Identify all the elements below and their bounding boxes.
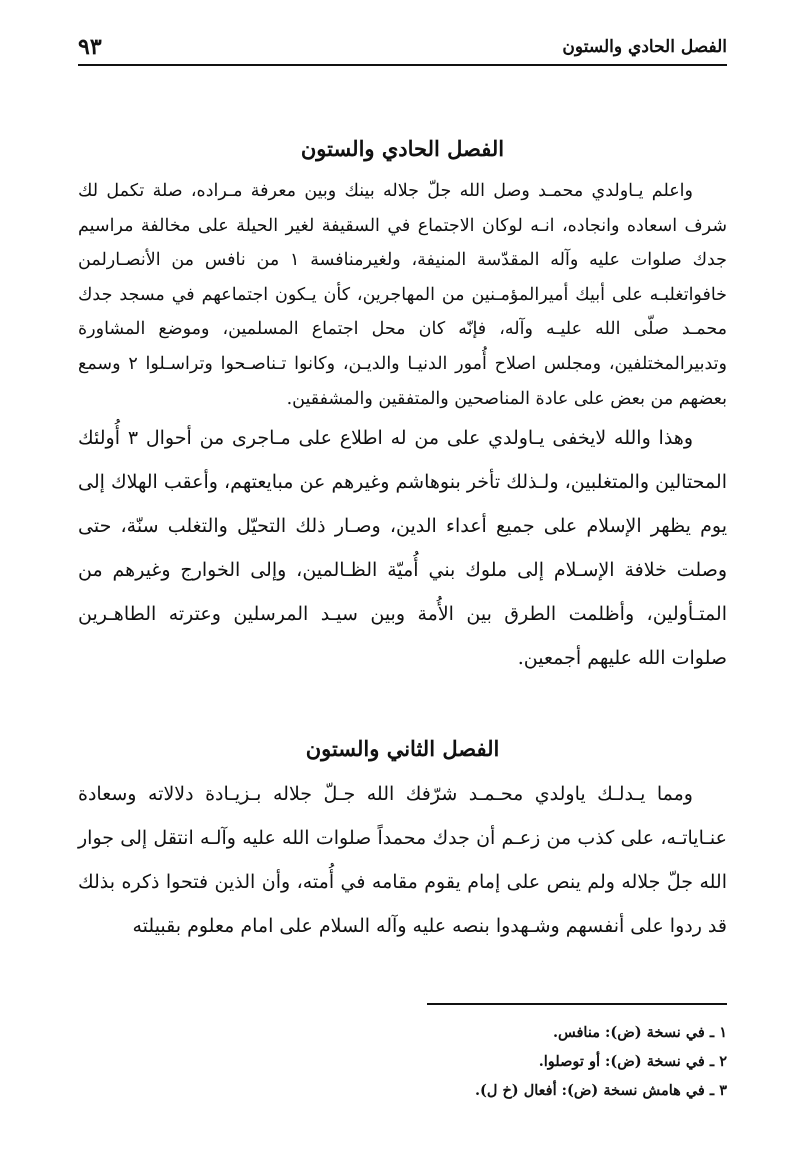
- paragraph: واعلم يـاولدي محمـد وصل الله جلّ جلاله بينك وبين معرفة مـراده، صلة تكمل لك شرف اسعاده وانجاده، انـه لوكان الاجتماع في السقيفة لغير الحيلة على مخالفة مراسيم جدك صلوات عليه وآله المقدّسة المنيفة، ولغيرمنافسة ١ من نافس من الأنصـارلمن خافواتغلبـه على أبيك أميرالمؤمـنين من المهاجرين، كأن يـكون اجتماعهم في مسجد جدك محمـد صلّى الله عليـه وآله، فإنّه كان محل اجتماع المسلمين، وموضع المشاورة وتدبيرالمختلفين، ومجلس اصلاح أُمور الدنيـا والديـن، وكانوا تـناصـحوا وتراسـلوا ٢ وسمع بعضهم من بعض على عادة المناصحين والمتفقين والمشفقين.: [78, 181, 728, 409]
- running-head: [78, 30, 727, 66]
- paragraph: ومما يـدلـك ياولدي محـمـد شرّفك الله جـلّ جلاله بـزيـادة دلالاته وسعادة عنـاياتـه، على كذب من زعـم أن جدك محمداً صلوات الله عليه وآلـه انتقل إلى جوار الله جلّ جلاله ولم ينص على إمام يقوم مقامه في أُمته، وأن الذين فتحوا ذكره بذلك قد ردوا على أنفسهم وشـهدوا بنصه عليه وآله السلام على امام معلوم بقبيلته: [78, 783, 727, 938]
- paragraph: وهذا والله لايخفى يـاولدي على من له اطلاع على مـاجرى من أحوال ٣ أُولئك المحتالين والمتغلبين، ولـذلك تأخر بنوهاشم وغيرهم عن مبايعتهم، وأعقب الهلاك إلى يوم يظهر الإسلام على جميع أعداء الدين، وصـار ذلك التحيّل والتغلب سنّة، حتى وصلت خلافة الإسـلام إلى ملوك بني أُميّة الظـالمين، وإلى الخوارج وغيرهم من المتـأولين، وأظلمت الطرق بين الأُمة وبين سيـد المرسلين وعترته الطاهـرين صلوات الله عليهم أجمعين.: [78, 427, 727, 670]
- section-title-61: الفصل الحادي والستون: [300, 136, 505, 161]
- page-number: ٩٣: [78, 34, 102, 60]
- section-spacer: [78, 680, 727, 726]
- footnotes: [78, 1018, 727, 1105]
- footnote-2: ٢ ـ في نسخة (ض): أو توصلوا.: [538, 1053, 727, 1070]
- footnote-divider: [427, 1003, 727, 1005]
- footnote-1: ١ ـ في نسخة (ض): منافس.: [552, 1024, 727, 1041]
- main-text: [78, 126, 727, 948]
- running-head-title: الفصل الحادي والستون: [562, 37, 727, 57]
- section-title-62: الفصل الثاني والستون: [305, 736, 500, 762]
- footnote-3: ٣ ـ في هامش نسخة (ض): أفعال (خ ل).: [474, 1082, 727, 1099]
